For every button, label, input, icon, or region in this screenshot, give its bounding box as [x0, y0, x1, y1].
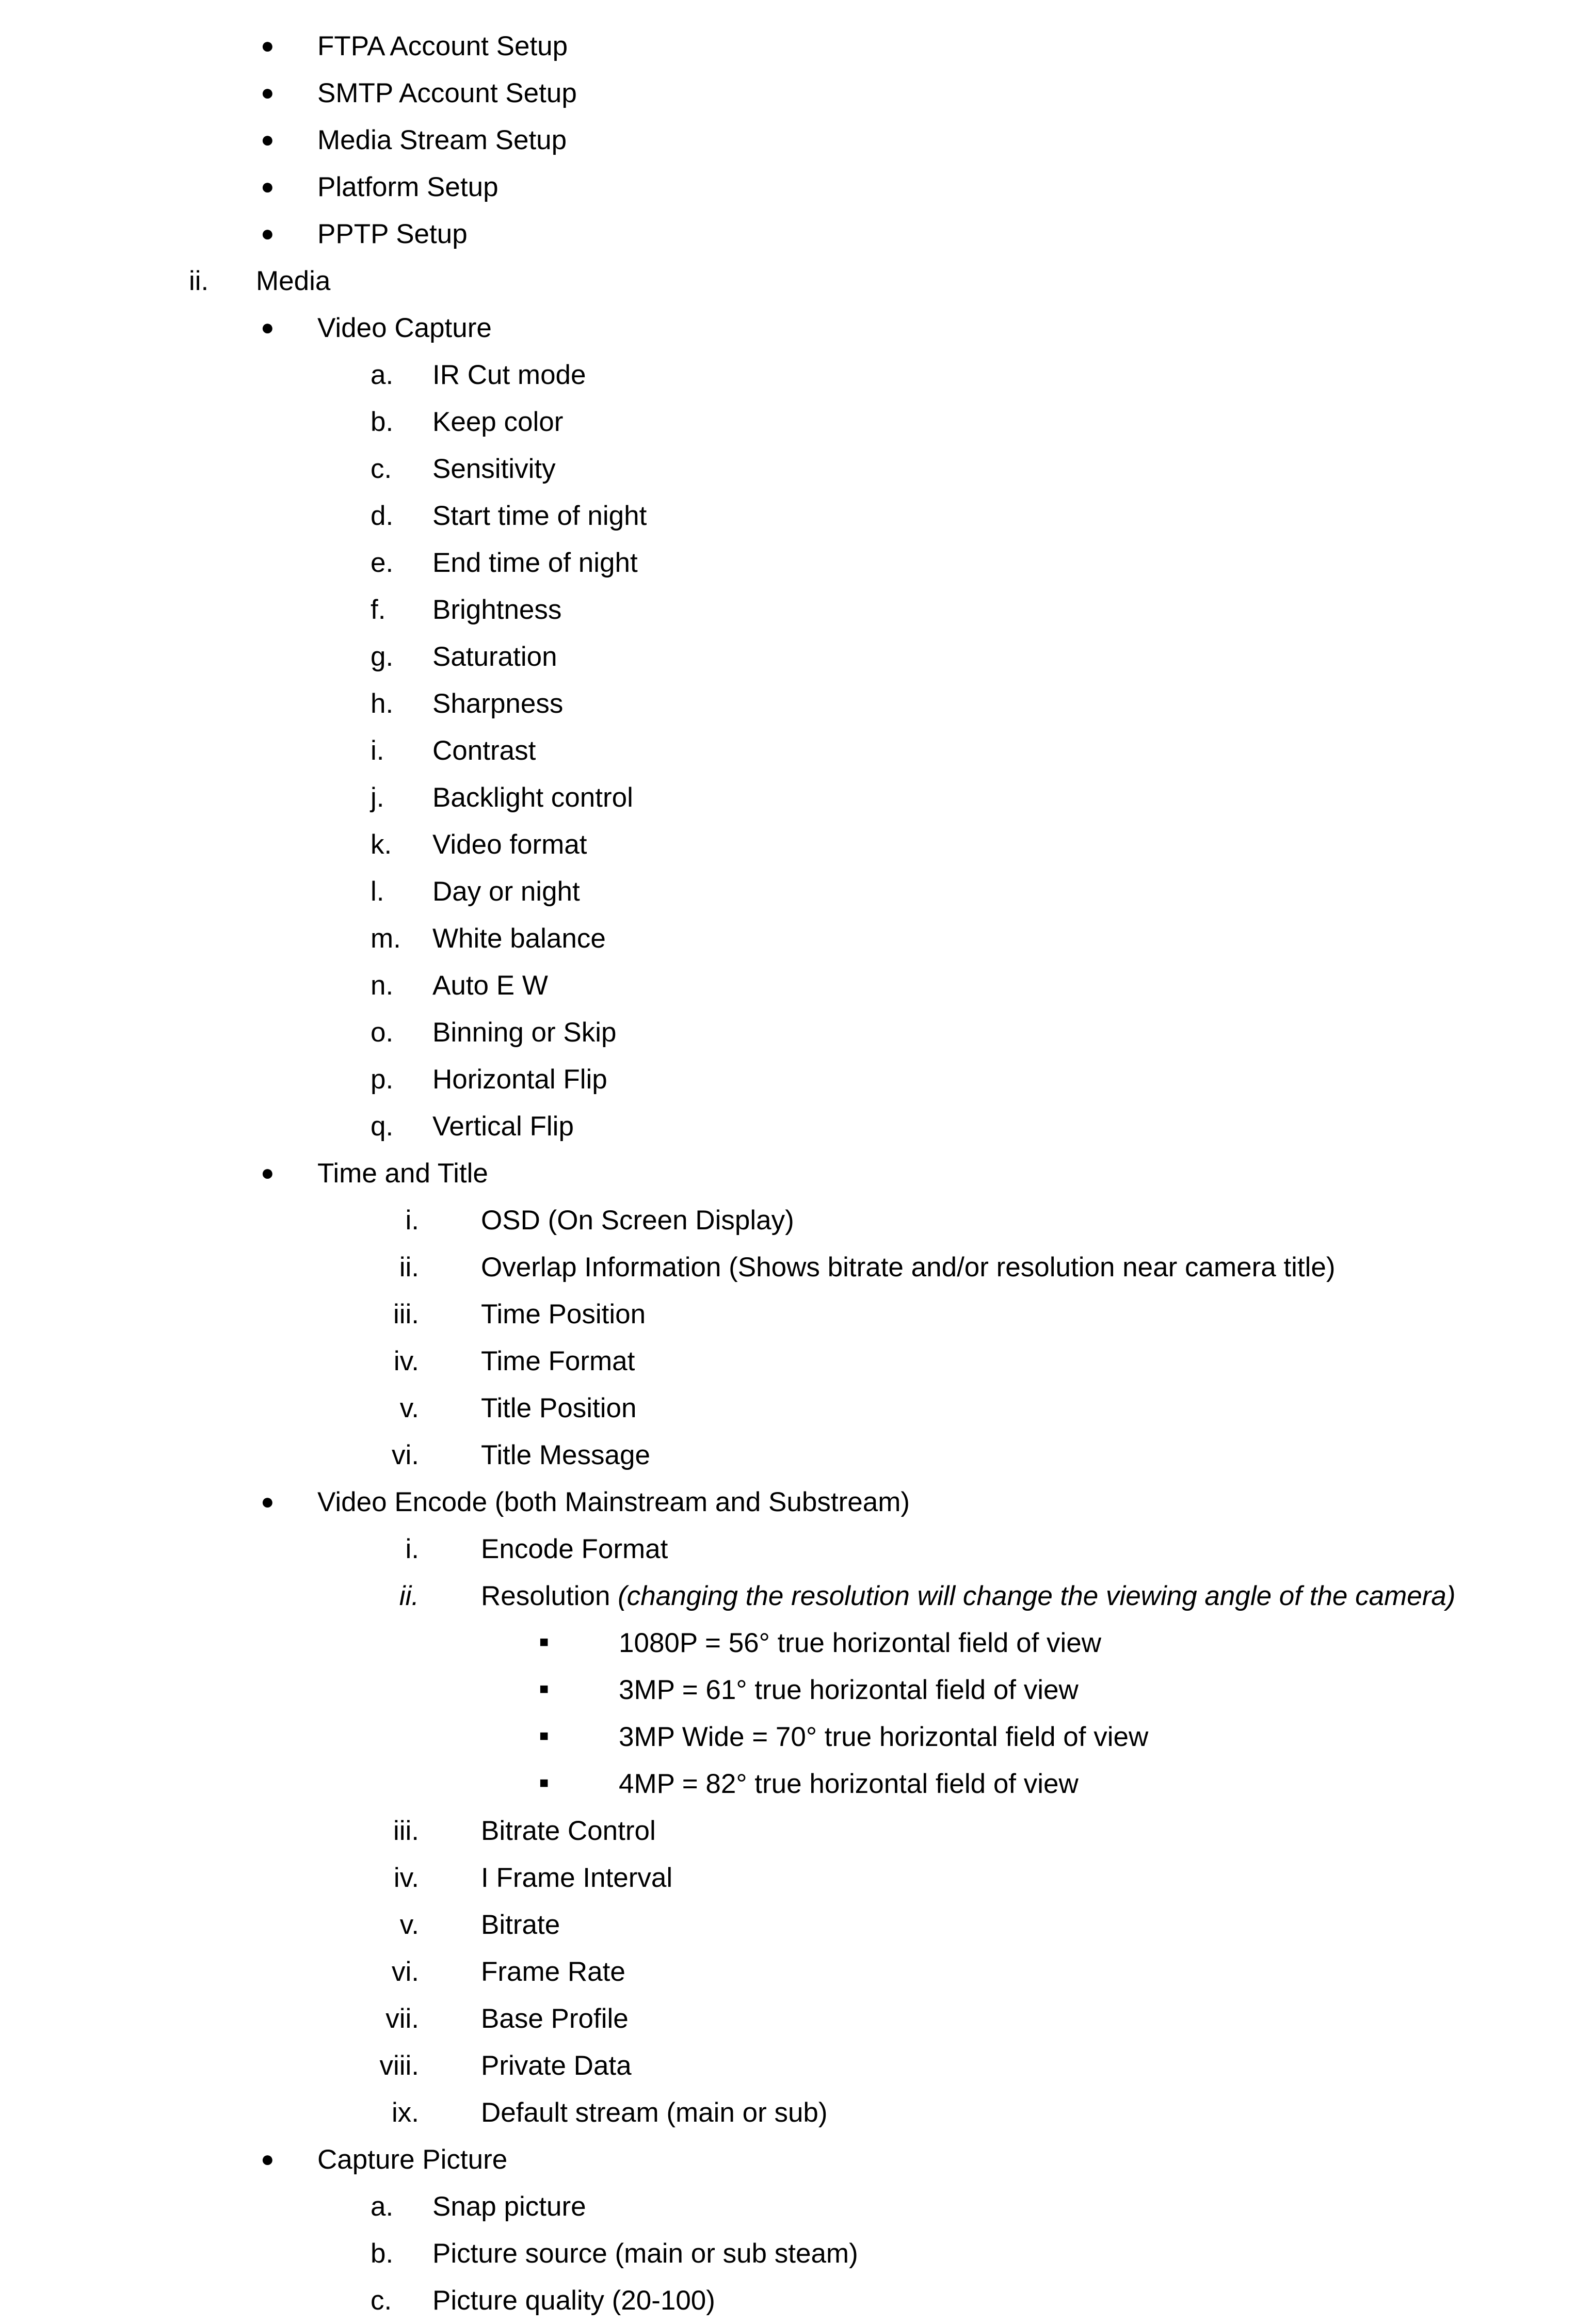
outline-item [0, 1197, 1592, 1244]
outline-item-label: End time of night [432, 548, 638, 578]
outline-item-label: Title Position [481, 1393, 637, 1423]
outline-item [0, 1666, 1592, 1713]
list-marker: iv. [393, 1346, 419, 1376]
round-bullet-icon: ● [261, 174, 275, 199]
outline-item-label: Backlight control [432, 782, 633, 813]
outline-item-label: Day or night [432, 876, 580, 907]
list-marker: c. [371, 454, 392, 484]
outline-item [0, 1479, 1592, 1526]
outline-item-label: 1080P = 56° true horizontal field of view [619, 1628, 1102, 1658]
outline-item-label: Sensitivity [432, 454, 556, 484]
outline-item-label: Overlap Information (Shows bitrate and/or resolution near camera title) [481, 1252, 1336, 1283]
outline-item-label [481, 1573, 1456, 1620]
outline-item [0, 2183, 1592, 2230]
outline-item [0, 2277, 1592, 2324]
outline-item-label-note: (changing the resolution will change the viewing angle of the camera) [618, 1581, 1456, 1611]
outline-item-label: Brightness [432, 595, 562, 625]
outline-item [0, 492, 1592, 539]
list-marker: v. [399, 1910, 419, 1940]
outline-item-label: Capture Picture [317, 2144, 508, 2175]
outline-item-label: OSD (On Screen Display) [481, 1205, 794, 1236]
outline-item-label: FTPA Account Setup [317, 31, 568, 61]
outline-item-label: Picture source (main or sub steam) [432, 2238, 858, 2269]
outline-item-label: Media [256, 266, 331, 296]
outline-item [0, 117, 1592, 164]
outline-item [0, 1807, 1592, 1854]
outline-item-label: 3MP Wide = 70° true horizontal field of view [619, 1722, 1149, 1752]
outline-item [0, 258, 1592, 304]
outline-item [0, 1760, 1592, 1807]
list-marker: ix. [392, 2097, 419, 2128]
list-marker: iii. [393, 1299, 419, 1329]
list-marker: i. [371, 735, 384, 766]
outline-item [0, 1056, 1592, 1103]
outline-item-label: IR Cut mode [432, 360, 586, 390]
outline-item-label: Time and Title [317, 1158, 488, 1189]
outline-item-label: PPTP Setup [317, 219, 468, 249]
outline-item [0, 1995, 1592, 2042]
list-marker: b. [371, 407, 394, 437]
outline-item [0, 1620, 1592, 1666]
outline-item [0, 398, 1592, 445]
list-marker: v. [399, 1393, 419, 1423]
outline-item [0, 727, 1592, 774]
outline-item-label: Picture quality (20-100) [432, 2285, 715, 2316]
round-bullet-icon: ● [261, 1160, 275, 1185]
outline-item [0, 1526, 1592, 1573]
outline-item-label: White balance [432, 923, 606, 954]
outline-item [0, 304, 1592, 351]
list-marker: m. [371, 923, 401, 954]
outline-item-label: 3MP = 61° true horizontal field of view [619, 1675, 1079, 1705]
round-bullet-icon: ● [261, 1489, 275, 1514]
outline-item [0, 1150, 1592, 1197]
list-marker: i. [405, 1534, 419, 1564]
list-marker: i. [405, 1205, 419, 1236]
outline-item-label: Base Profile [481, 2004, 629, 2034]
outline-item [0, 586, 1592, 633]
outline-item-label: Auto E W [432, 970, 548, 1001]
list-marker: iv. [393, 1863, 419, 1893]
outline-item [0, 1432, 1592, 1479]
list-marker: o. [371, 1017, 394, 1048]
outline-item-label: 4MP = 82° true horizontal field of view [619, 1769, 1079, 1799]
list-marker: b. [371, 2238, 394, 2269]
outline-item [0, 1573, 1592, 1620]
outline-item-label: Bitrate [481, 1910, 560, 1940]
round-bullet-icon: ● [261, 221, 275, 246]
outline-item [0, 1338, 1592, 1385]
outline-item [0, 211, 1592, 258]
outline-item-label: Video Capture [317, 313, 492, 343]
outline-item [0, 1009, 1592, 1056]
outline-item-label: Keep color [432, 407, 564, 437]
list-marker: d. [371, 501, 394, 531]
outline-item-label: SMTP Account Setup [317, 78, 577, 108]
outline-item [0, 2230, 1592, 2277]
outline-item-label: Saturation [432, 642, 557, 672]
outline-item-label: Default stream (main or sub) [481, 2097, 828, 2128]
list-marker: f. [371, 595, 386, 625]
outline-item-label-text: Resolution [481, 1581, 618, 1611]
outline-item [0, 2042, 1592, 2089]
round-bullet-icon: ● [261, 315, 275, 340]
list-marker: viii. [379, 2050, 419, 2081]
square-bullet-icon: ■ [539, 1633, 549, 1650]
outline-item-label: Horizontal Flip [432, 1064, 607, 1095]
outline-list [0, 23, 1592, 2324]
outline-item [0, 445, 1592, 492]
outline-item [0, 633, 1592, 680]
outline-item [0, 915, 1592, 962]
outline-item-label: Video Encode (both Mainstream and Substream) [317, 1487, 910, 1517]
outline-item [0, 23, 1592, 70]
outline-item [0, 1291, 1592, 1338]
outline-item-label: Private Data [481, 2050, 632, 2081]
list-marker: ii. [399, 1581, 419, 1611]
list-marker: ii. [189, 266, 209, 296]
outline-item [0, 164, 1592, 211]
outline-item-label: Vertical Flip [432, 1111, 574, 1142]
outline-item [0, 1713, 1592, 1760]
list-marker: j. [371, 782, 384, 813]
outline-item-label: Sharpness [432, 688, 564, 719]
outline-item [0, 1244, 1592, 1291]
list-marker: vii. [385, 2004, 419, 2034]
list-marker: l. [371, 876, 384, 907]
outline-item-label: Title Message [481, 1440, 650, 1470]
list-marker: n. [371, 970, 394, 1001]
square-bullet-icon: ■ [539, 1774, 549, 1791]
list-marker: ii. [399, 1252, 419, 1283]
round-bullet-icon: ● [261, 2146, 275, 2172]
outline-item [0, 962, 1592, 1009]
outline-item [0, 1103, 1592, 1150]
outline-item [0, 868, 1592, 915]
list-marker: a. [371, 2191, 394, 2222]
outline-item-label: Frame Rate [481, 1957, 625, 1987]
outline-item-label: Snap picture [432, 2191, 586, 2222]
outline-item-label: Media Stream Setup [317, 125, 567, 155]
outline-item [0, 821, 1592, 868]
outline-item-label: Video format [432, 829, 587, 860]
outline-item [0, 1948, 1592, 1995]
round-bullet-icon: ● [261, 127, 275, 152]
list-marker: p. [371, 1064, 394, 1095]
list-marker: g. [371, 642, 394, 672]
outline-item [0, 1854, 1592, 1901]
list-marker: vi. [392, 1440, 419, 1470]
outline-item [0, 1901, 1592, 1948]
outline-item-label: Binning or Skip [432, 1017, 617, 1048]
outline-item-label: Contrast [432, 735, 536, 766]
round-bullet-icon: ● [261, 33, 275, 58]
outline-item [0, 2089, 1592, 2136]
list-marker: h. [371, 688, 394, 719]
list-marker: iii. [393, 1816, 419, 1846]
outline-item [0, 1385, 1592, 1432]
outline-item-label: Time Format [481, 1346, 635, 1376]
outline-item-label: Encode Format [481, 1534, 668, 1564]
outline-item-label: Bitrate Control [481, 1816, 656, 1846]
list-marker: k. [371, 829, 392, 860]
outline-item [0, 351, 1592, 398]
outline-item [0, 774, 1592, 821]
round-bullet-icon: ● [261, 80, 275, 105]
list-marker: vi. [392, 1957, 419, 1987]
outline-item-label: Time Position [481, 1299, 646, 1329]
outline-item-label: Start time of night [432, 501, 647, 531]
square-bullet-icon: ■ [539, 1680, 549, 1697]
list-marker: a. [371, 360, 394, 390]
outline-item [0, 539, 1592, 586]
outline-item [0, 680, 1592, 727]
list-marker: e. [371, 548, 394, 578]
outline-item [0, 2136, 1592, 2183]
list-marker: c. [371, 2285, 392, 2316]
outline-item-label: Platform Setup [317, 172, 498, 202]
outline-item-label: I Frame Interval [481, 1863, 673, 1893]
square-bullet-icon: ■ [539, 1727, 549, 1744]
outline-item [0, 70, 1592, 117]
list-marker: q. [371, 1111, 394, 1142]
